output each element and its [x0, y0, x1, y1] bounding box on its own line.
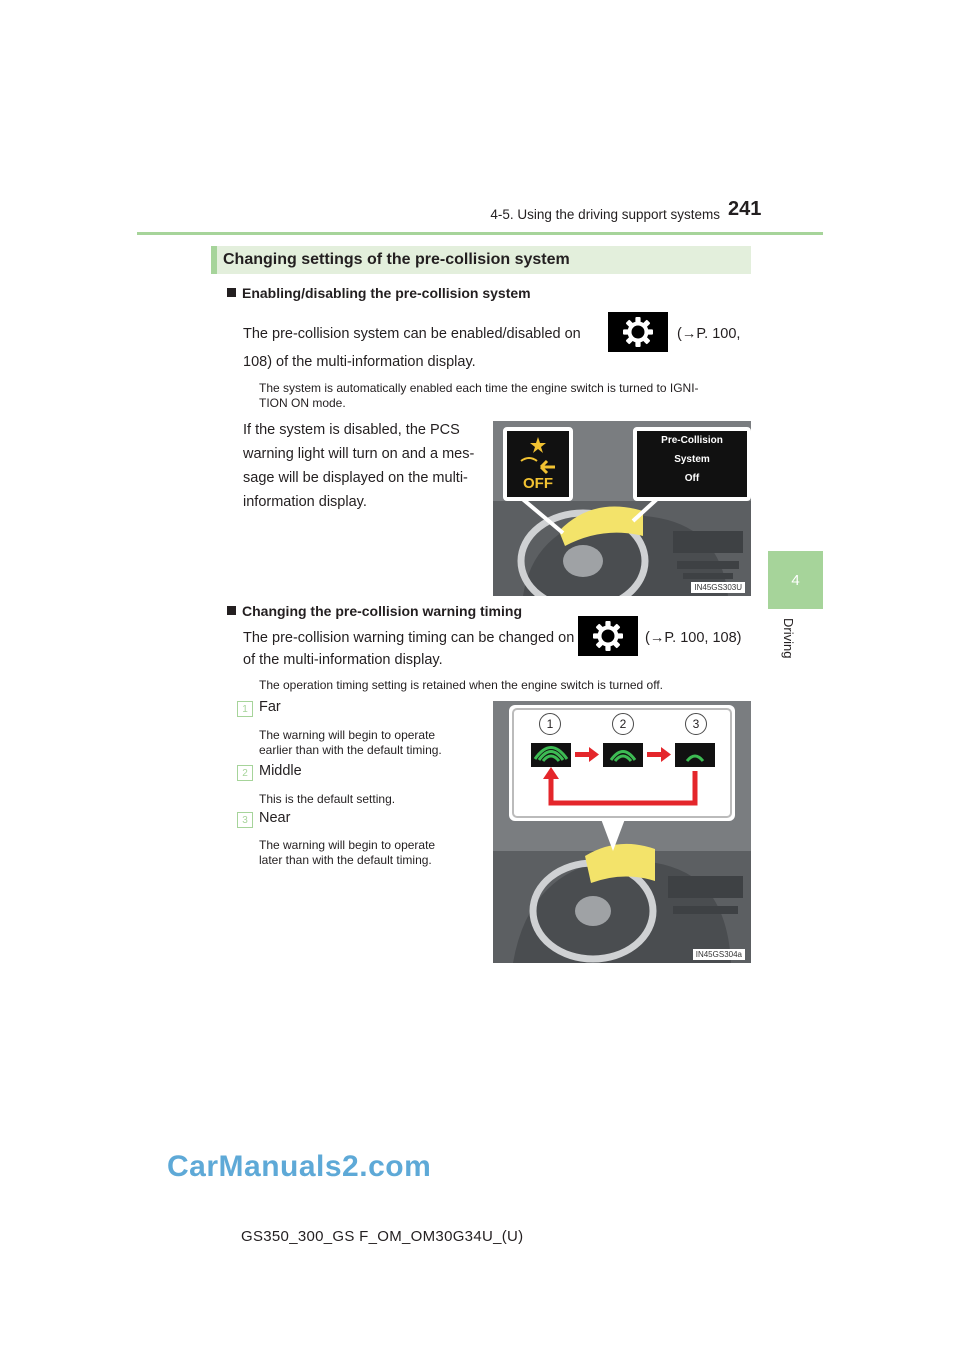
option-number-3: 3 — [237, 812, 253, 828]
page-number: 241 — [728, 198, 762, 220]
pcs-warning-description: If the system is disabled, the PCS warning light will turn on and a mes- sage will be displayed on the multi- information display. — [243, 422, 475, 510]
page-ref-link[interactable]: (→P. 100, — [677, 326, 741, 342]
enable-text: The pre-collision system can be enabled/disabled on — [243, 326, 581, 342]
pcs-warning-icon — [507, 433, 569, 477]
watermark-logo: CarManuals2.com — [167, 1150, 432, 1183]
option-number-2: 2 — [237, 765, 253, 781]
header-rule — [137, 232, 823, 235]
pcs-off-indicator — [503, 427, 573, 501]
timing-text-line2: of the multi-information display. — [243, 652, 443, 668]
page-ref-link[interactable]: (→P. 100, 108) — [645, 630, 742, 646]
timing-display-panel — [509, 705, 735, 821]
figure-warning-timing — [493, 701, 751, 963]
timing-sequence-diagram — [509, 705, 735, 821]
figure-pcs-off — [493, 421, 751, 596]
chapter-label: Driving — [781, 618, 796, 659]
footer-document-code: GS350_300_GS F_OM_OM30G34U_(U) — [241, 1228, 524, 1245]
mid-message-display: Pre-Collision System Off — [633, 427, 751, 501]
callout-3: 3 — [685, 713, 707, 735]
note-timing-retained: The operation timing setting is retained when the engine switch is turned off. — [259, 678, 664, 692]
chapter-tab — [768, 551, 823, 609]
figure-code: IN45GS303U — [691, 582, 745, 593]
header-section-title: 4-5. Using the driving support systems — [490, 207, 720, 222]
callout-1: 1 — [539, 713, 561, 735]
settings-gear-icon — [608, 312, 668, 352]
timing-text: The pre-collision warning timing can be changed on — [243, 630, 575, 646]
chapter-number: 4 — [791, 571, 800, 589]
subheading-enable-disable: Enabling/disabling the pre-collision system — [227, 285, 531, 301]
option-near-desc: The warning will begin to operate later than with the default timing. — [259, 838, 436, 867]
option-far-title: Far — [259, 699, 281, 715]
option-far-desc: The warning will begin to operate earlier than with the default timing. — [259, 728, 442, 757]
callout-2: 2 — [612, 713, 634, 735]
subheading-warning-timing: Changing the pre-collision warning timing — [227, 603, 522, 619]
option-near-title: Near — [259, 810, 291, 826]
option-middle-desc: This is the default setting. — [259, 792, 396, 806]
figure-code: IN45GS304a — [693, 949, 745, 960]
square-bullet-icon — [227, 288, 236, 297]
settings-gear-icon — [578, 616, 638, 656]
section-title: Changing settings of the pre-collision system — [211, 246, 751, 274]
option-number-1: 1 — [237, 701, 253, 717]
off-label: OFF — [523, 475, 553, 492]
enable-text-line2: 108) of the multi-information display. — [243, 354, 476, 370]
option-middle-title: Middle — [259, 763, 302, 779]
square-bullet-icon — [227, 606, 236, 615]
note-auto-enabled: The system is automatically enabled each time the engine switch is turned to IGNI- TION ON mode. — [259, 381, 699, 410]
